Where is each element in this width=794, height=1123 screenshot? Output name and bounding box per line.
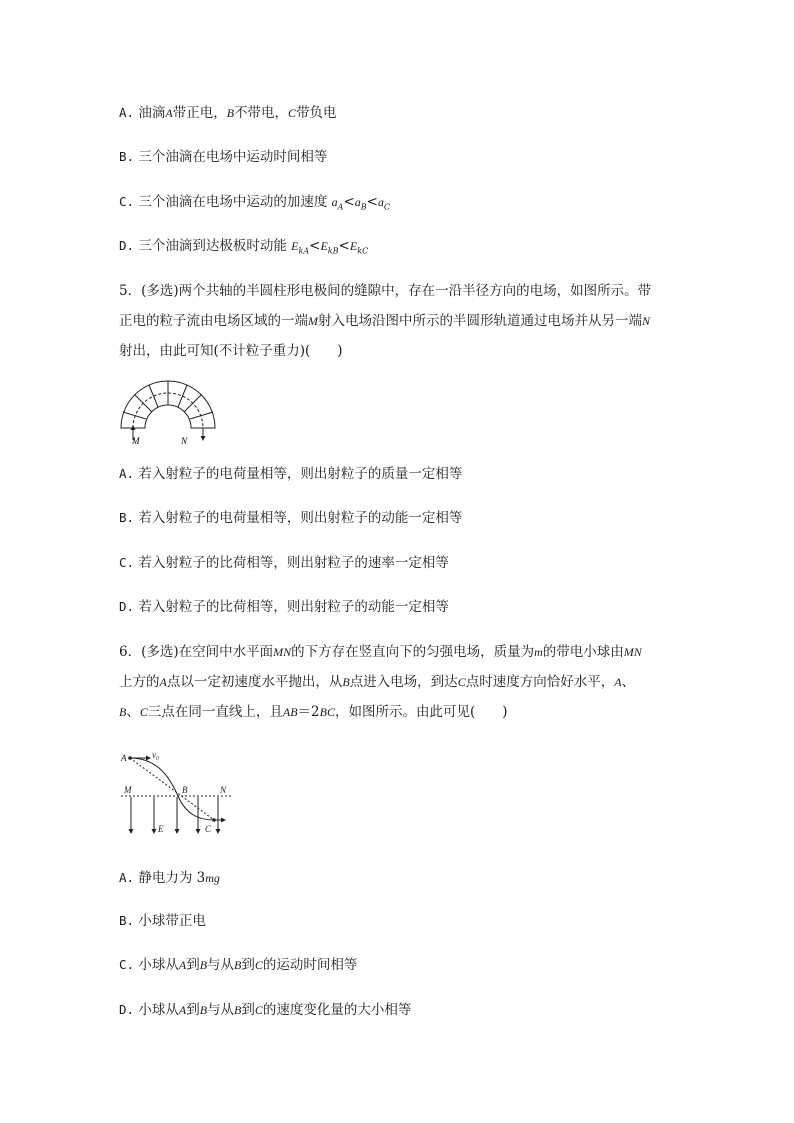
q6-option-c: C. 小球从A到B与从B到C的运动时间相等 xyxy=(119,957,358,973)
q5-option-c: C. 若入射粒子的比荷相等，则出射粒子的速率一定相等 xyxy=(119,555,449,571)
q6-label-n: N xyxy=(220,785,227,795)
q6-label-a: A xyxy=(121,753,127,763)
q5-label-n: N xyxy=(181,436,188,446)
q4-option-a: A. 油滴A带正电，B不带电，C带负电 xyxy=(119,105,337,121)
q5-exit-arrow xyxy=(201,436,206,441)
q6-option-b: B. 小球带正电 xyxy=(119,913,206,929)
q5-stem-line2: 正电的粒子流由电场区域的一端M射入电场沿图中所示的半圆形轨道通过电场并从另一端N xyxy=(119,313,651,329)
q4-option-b: B. 三个油滴在电场中运动时间相等 xyxy=(119,149,328,165)
q4-option-d: D. 三个油滴到达极板时动能 $E_{kA}<E_{kB}<E_{kC}$ xyxy=(119,238,369,256)
q6-label-b: B xyxy=(182,785,188,795)
q6-label-e: E xyxy=(158,824,164,834)
q6-label-c: C xyxy=(205,824,212,834)
q5-option-d: D. 若入射粒子的比荷相等，则出射粒子的动能一定相等 xyxy=(119,599,449,615)
q5-option-b: B. 若入射粒子的电荷量相等，则出射粒子的动能一定相等 xyxy=(119,510,463,526)
q6-stem-line3: B、C三点在同一直线上，且AB＝2BC，如图所示。由此可见( ) xyxy=(119,704,508,720)
q6-line-abc xyxy=(130,758,214,820)
q6-stem-line2: 上方的A点以一定初速度水平抛出，从B点进入电场，到达C点时速度方向恰好水平，A、 xyxy=(119,674,636,690)
q5-option-a: A. 若入射粒子的电荷量相等，则出射粒子的质量一定相等 xyxy=(119,466,463,482)
q4-option-c: C. 三个油滴在电场中运动的加速度 $a_A<a_B<a_C$ xyxy=(119,194,391,212)
q6-option-a: A. 静电力为 3mg xyxy=(119,870,220,886)
q6-label-v0: v₀ xyxy=(152,750,160,760)
q6-stem-line1: 6．(多选)在空间中水平面MN的下方存在竖直向下的匀强电场，质量为m的带电小球由MN xyxy=(119,644,642,660)
q5-semicircle-figure xyxy=(118,372,218,447)
q5-stem-line3: 射出，由此可知(不计粒子重力)( ) xyxy=(119,343,343,359)
q5-stem-line1: 5．(多选)两个共轴的半圆柱形电极间的缝隙中，存在一沿半径方向的电场，如图所示。带 xyxy=(119,283,652,299)
q6-trajectory-figure xyxy=(118,748,236,836)
q6-option-d: D. 小球从A到B与从B到C的速度变化量的大小相等 xyxy=(119,1002,412,1018)
q6-label-m: M xyxy=(124,785,132,795)
q5-label-m: M xyxy=(132,436,140,446)
